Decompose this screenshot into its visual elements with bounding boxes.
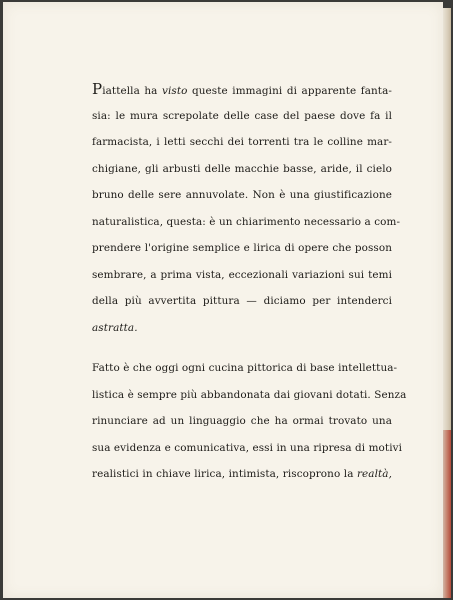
body-text bbox=[92, 76, 407, 488]
text-line: sua evidenza e comunicativa, essi in una ripresa di motivi bbox=[92, 441, 403, 454]
text-line: della più avvertita pittura — diciamo per intenderci bbox=[92, 295, 392, 307]
italic-word: realtà, bbox=[356, 468, 392, 480]
text-line: chigiane, gli arbusti delle macchie basse, aride, il cielo bbox=[92, 162, 392, 175]
italic-word: visto bbox=[162, 85, 188, 97]
text-line: Fatto è che oggi ogni cucina pittorica di base intellettua- bbox=[92, 362, 398, 374]
cover-edge bbox=[443, 430, 451, 598]
text-line: sia: le mura screpolate delle case del paese dove fa il bbox=[92, 109, 392, 122]
paragraph-gap bbox=[92, 341, 392, 355]
italic-word: astratta. bbox=[92, 321, 138, 334]
text-line: rinunciare ad un linguaggio che ha ormai trovato una bbox=[92, 415, 392, 427]
drop-cap: P bbox=[92, 80, 103, 98]
text-line: prendere l'origine semplice e lirica di opere che posson bbox=[92, 242, 392, 254]
text-line: realistici in chiave lirica, intimista, riscoprono la realtà, bbox=[92, 468, 392, 480]
text-line: sembrare, a prima vista, eccezionali variazioni sui temi bbox=[92, 268, 392, 281]
text-line: naturalistica, questa: è un chiarimento necessario a com- bbox=[92, 215, 401, 228]
book-page bbox=[3, 2, 443, 598]
text-line: farmacista, i letti secchi dei torrenti tra le colline mar- bbox=[92, 136, 392, 148]
text-line bbox=[92, 315, 392, 342]
text-line: listica è sempre più abbandonata dai giovani dotati. Senza bbox=[92, 388, 407, 401]
paragraph-2 bbox=[92, 355, 407, 488]
paragraph-1 bbox=[92, 76, 401, 341]
text-line: Piattella ha visto queste immagini di apparente fanta- bbox=[92, 80, 392, 98]
text-line: bruno delle sere annuvolate. Non è una giustificazione bbox=[92, 189, 392, 201]
